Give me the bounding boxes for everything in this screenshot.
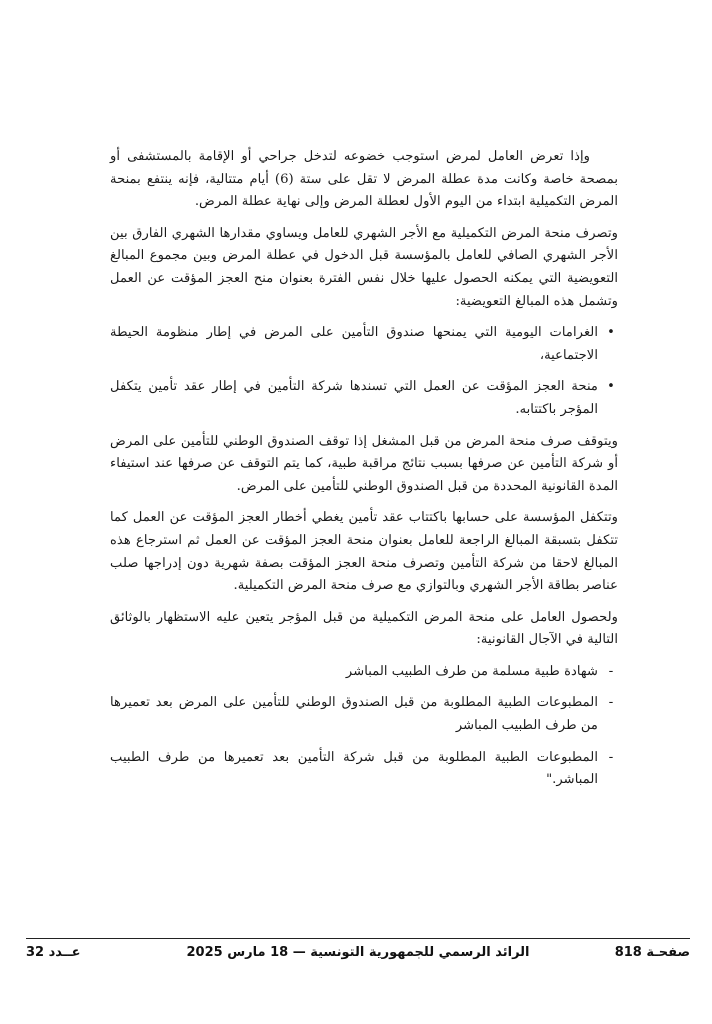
list-item xyxy=(110,661,618,684)
list-item-text: الغرامات اليومية التي يمنحها صندوق التأمين على المرض في إطار منظومة الحيطة الاجتماعية، xyxy=(110,325,598,363)
list-item-text: منحة العجز المؤقت عن العمل التي تسندها شركة التأمين في إطار عقد تأمين يتكفل المؤجر باكتتابه. xyxy=(110,379,598,417)
list-item xyxy=(110,322,618,367)
list-item xyxy=(110,747,618,792)
paragraph-surgery-hospitalization: وإذا تعرض العامل لمرض استوجب خضوعه لتدخل جراحي أو الإقامة بالمستشفى أو بمصحة خاصة وكانت مدة عطلة المرض لا تقل على ستة (6) أيام متتالية، فإنه ينتفع بمنحة المرض التكميلية ابتداء من اليوم الأول لعطلة المرض وإلى نهاية عطلة المرض. xyxy=(110,149,618,210)
list-item xyxy=(110,692,618,737)
body-text xyxy=(110,146,618,801)
paragraph-suspension: ويتوقف صرف منحة المرض من قبل المشغل إذا توقف الصندوق الوطني للتأمين على المرض أو شركة التأمين عن صرفها بسبب نتائج مراقبة طبية، كما يتم التوقف عن صرفها عند استيفاء المدة القانونية المحددة من قبل الصندوق الوطني للتأمين على المرض. xyxy=(110,433,618,494)
dash-marker: - xyxy=(608,695,614,711)
bullet-marker: • xyxy=(607,325,615,341)
paragraph-required-documents: ولحصول العامل على منحة المرض التكميلية من قبل المؤجر يتعين عليه الاستظهار بالوثائق التالية في الآجال القانونية: xyxy=(110,609,618,648)
page-footer xyxy=(26,945,690,967)
bullet-marker: • xyxy=(607,379,615,395)
page-number: صفحـة 818 xyxy=(614,945,690,960)
dash-marker: - xyxy=(608,663,614,679)
paragraph-complementary-allowance: وتصرف منحة المرض التكميلية مع الأجر الشهري للعامل ويساوي مقدارها الشهري الفارق بين الأجر الشهري الصافي للعامل بالمؤسسة قبل الدخول في عطلة المرض وبين مجموع المبالغ التعويضية التي يمكنه الحصول عليها خلال نفس الفترة بعنوان منح العجز المؤقت عن العمل وتشمل هذه المبالغ التعويضية: xyxy=(110,225,618,309)
list-item-text: شهادة طبية مسلمة من طرف الطبيب المباشر xyxy=(345,663,598,679)
list-item-text: المطبوعات الطبية المطلوبة من قبل شركة التأمين بعد تعميرها من طرف الطبيب المباشر." xyxy=(110,749,598,788)
paragraph-insurance-contract: وتتكفل المؤسسة على حسابها باكتتاب عقد تأمين يغطي أخطار العجز المؤقت عن العمل كما تتكفل بتسبقة المبالغ الراجعة للعامل بعنوان منحة العجز المؤقت عن العمل ثم استرجاع هذه المبالغ لاحقا من شركة التأمين وتصرف منحة العجز المؤقت بصفة شهرية دون إدراجها صلب عناصر بطاقة الأجر الشهري وبالتوازي مع صرف منحة المرض التكميلية. xyxy=(110,510,618,594)
dash-marker: - xyxy=(608,749,614,765)
footer-divider xyxy=(26,938,690,939)
list-item-text: المطبوعات الطبية المطلوبة من قبل الصندوق الوطني للتأمين على المرض بعد تعميرها من طرف الطبيب المباشر xyxy=(110,695,598,734)
list-item xyxy=(110,376,618,421)
issue-number: عــدد 32 xyxy=(26,945,81,960)
journal-title: الرائد الرسمي للجمهورية التونسية — 18 مارس 2025 xyxy=(186,945,530,960)
